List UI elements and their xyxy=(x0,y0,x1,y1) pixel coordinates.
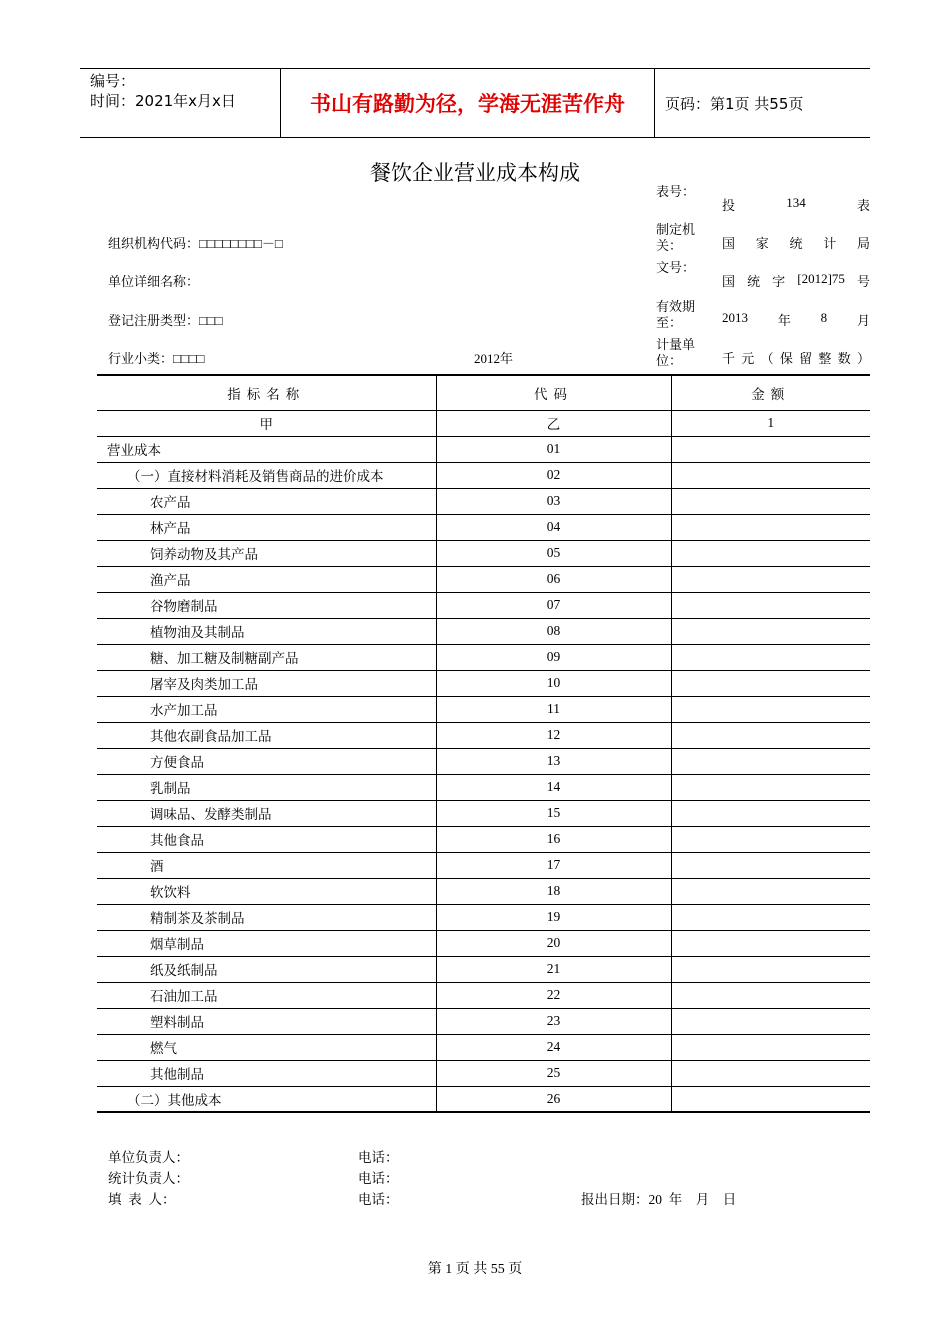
row-amount-input[interactable] xyxy=(671,774,870,800)
row-amount-input[interactable] xyxy=(671,592,870,618)
row-name: 其他农副食品加工品 xyxy=(97,722,436,748)
unit-head-phone: 电话： xyxy=(358,1150,399,1165)
subheader-1: 1 xyxy=(671,410,870,436)
row-code: 26 xyxy=(436,1086,671,1112)
row-amount-input[interactable] xyxy=(671,722,870,748)
meta-right-label: 有效期至： xyxy=(656,299,696,330)
row-amount-input[interactable] xyxy=(671,800,870,826)
row-amount-input[interactable] xyxy=(671,670,870,696)
col-header-name: 指标名称 xyxy=(97,375,436,410)
row-name: （二）其他成本 xyxy=(97,1086,436,1112)
row-amount-input[interactable] xyxy=(671,748,870,774)
row-code: 18 xyxy=(436,878,671,904)
table-row xyxy=(97,982,870,1008)
table-row xyxy=(97,462,870,488)
meta-right-value-part: 表 xyxy=(856,198,870,213)
row-amount-input[interactable] xyxy=(671,644,870,670)
row-amount-input[interactable] xyxy=(671,982,870,1008)
row-name: 调味品、发酵类制品 xyxy=(97,800,436,826)
subheader-jia: 甲 xyxy=(97,410,436,436)
page-footer: 第 1 页 共 55 页 xyxy=(427,1262,523,1277)
row-name: （一）直接材料消耗及销售商品的进价成本 xyxy=(97,462,436,488)
meta-right-value xyxy=(722,233,870,252)
meta-right-value-part: 元 xyxy=(741,351,755,366)
meta-right-value-part: 家 xyxy=(755,236,769,251)
meta-right-value-part: 号 xyxy=(856,274,870,289)
row-code: 04 xyxy=(436,514,671,540)
meta-right-value-part: 月 xyxy=(856,313,870,328)
unit-head-label: 单位负责人： xyxy=(108,1150,189,1165)
row-code: 15 xyxy=(436,800,671,826)
meta-right-value xyxy=(722,271,870,290)
row-code: 21 xyxy=(436,956,671,982)
meta-right-value-part: 统 xyxy=(789,236,803,251)
table-row xyxy=(97,1086,870,1112)
row-amount-input[interactable] xyxy=(671,566,870,592)
row-code: 03 xyxy=(436,488,671,514)
row-code: 09 xyxy=(436,644,671,670)
row-name: 营业成本 xyxy=(97,436,436,462)
table-row xyxy=(97,748,870,774)
meta-right-value-part: 2013 xyxy=(722,310,748,325)
stat-head-phone: 电话： xyxy=(358,1171,399,1186)
row-amount-input[interactable] xyxy=(671,1008,870,1034)
table-row xyxy=(97,722,870,748)
row-code: 25 xyxy=(436,1060,671,1086)
subheader-yi: 乙 xyxy=(436,410,671,436)
row-code: 05 xyxy=(436,540,671,566)
meta-right-value-part: 134 xyxy=(786,195,806,210)
row-amount-input[interactable] xyxy=(671,540,870,566)
page-info: 页码：第1页 共55页 xyxy=(665,94,804,113)
meta-right-value-part: 国 xyxy=(722,274,736,289)
row-amount-input[interactable] xyxy=(671,930,870,956)
row-name: 饲养动物及其产品 xyxy=(97,540,436,566)
table-row xyxy=(97,1008,870,1034)
table-row xyxy=(97,488,870,514)
row-amount-input[interactable] xyxy=(671,826,870,852)
row-amount-input[interactable] xyxy=(671,1034,870,1060)
meta-right-label: 制定机关： xyxy=(656,222,696,253)
row-name: 渔产品 xyxy=(97,566,436,592)
meta-right-label: 计量单位： xyxy=(656,337,696,368)
table-row xyxy=(97,540,870,566)
row-code: 20 xyxy=(436,930,671,956)
table-row xyxy=(97,696,870,722)
meta-right-value-part: 国 xyxy=(722,236,736,251)
col-header-amount: 金额 xyxy=(671,375,870,410)
row-name: 精制茶及茶制品 xyxy=(97,904,436,930)
row-code: 13 xyxy=(436,748,671,774)
org-code: 组织机构代码：□□□□□□□□－□ xyxy=(108,236,283,251)
header-left-cell xyxy=(80,69,281,137)
row-name: 燃气 xyxy=(97,1034,436,1060)
row-name: 烟草制品 xyxy=(97,930,436,956)
row-amount-input[interactable] xyxy=(671,514,870,540)
col-header-code: 代码 xyxy=(436,375,671,410)
row-amount-input[interactable] xyxy=(671,1086,870,1112)
table-header-row xyxy=(97,375,870,410)
meta-right-value-part: 统 xyxy=(747,274,761,289)
table-row xyxy=(97,852,870,878)
table-row xyxy=(97,644,870,670)
meta-right-value-part: 投 xyxy=(722,198,736,213)
row-code: 17 xyxy=(436,852,671,878)
meta-right-value-part: 字 xyxy=(772,274,786,289)
row-name: 糖、加工糖及制糖副产品 xyxy=(97,644,436,670)
row-code: 11 xyxy=(436,696,671,722)
row-name: 农产品 xyxy=(97,488,436,514)
row-code: 08 xyxy=(436,618,671,644)
meta-right-value xyxy=(722,348,870,367)
table-row xyxy=(97,956,870,982)
table-subheader-row xyxy=(97,410,870,436)
row-amount-input[interactable] xyxy=(671,878,870,904)
row-name: 石油加工品 xyxy=(97,982,436,1008)
row-code: 10 xyxy=(436,670,671,696)
meta-right-value xyxy=(722,195,870,214)
row-amount-input[interactable] xyxy=(671,436,870,462)
table-row xyxy=(97,670,870,696)
row-code: 01 xyxy=(436,436,671,462)
table-row xyxy=(97,1034,870,1060)
reg-type: 登记注册类型：□□□ xyxy=(108,313,223,328)
meta-right-value-part: 保 xyxy=(779,351,793,366)
table-row xyxy=(97,436,870,462)
row-name: 乳制品 xyxy=(97,774,436,800)
table-row xyxy=(97,826,870,852)
row-amount-input[interactable] xyxy=(671,618,870,644)
table-row xyxy=(97,774,870,800)
row-amount-input[interactable] xyxy=(671,462,870,488)
row-name: 植物油及其制品 xyxy=(97,618,436,644)
row-name: 纸及纸制品 xyxy=(97,956,436,982)
table-row xyxy=(97,878,870,904)
meta-right-value-part: 千 xyxy=(722,351,736,366)
row-code: 12 xyxy=(436,722,671,748)
row-code: 07 xyxy=(436,592,671,618)
row-amount-input[interactable] xyxy=(671,904,870,930)
row-code: 19 xyxy=(436,904,671,930)
row-code: 02 xyxy=(436,462,671,488)
row-amount-input[interactable] xyxy=(671,1060,870,1086)
table-row xyxy=(97,566,870,592)
meta-right-value-part: （ xyxy=(760,351,774,366)
meta-right-value xyxy=(722,310,870,329)
meta-right-value-part: 局 xyxy=(856,236,870,251)
row-name: 其他制品 xyxy=(97,1060,436,1086)
row-name: 水产加工品 xyxy=(97,696,436,722)
industry-class: 行业小类：□□□□ xyxy=(108,351,205,366)
page-header xyxy=(80,68,870,138)
row-code: 14 xyxy=(436,774,671,800)
motto: 书山有路勤为径，学海无涯苦作舟 xyxy=(281,69,655,137)
meta-right-value-part: 8 xyxy=(820,310,828,325)
row-name: 塑料制品 xyxy=(97,1008,436,1034)
report-year: 2012年 xyxy=(474,351,514,366)
row-code: 22 xyxy=(436,982,671,1008)
meta-right-value-part: 计 xyxy=(823,236,837,251)
row-code: 06 xyxy=(436,566,671,592)
page-title: 餐饮企业营业成本构成 xyxy=(370,161,580,185)
meta-right-value-part: 数 xyxy=(837,351,851,366)
row-name: 林产品 xyxy=(97,514,436,540)
row-name: 屠宰及肉类加工品 xyxy=(97,670,436,696)
filler-label: 填 表 人： xyxy=(108,1192,176,1207)
row-amount-input[interactable] xyxy=(671,852,870,878)
number-label: 编号： xyxy=(90,72,136,90)
filler-phone: 电话： xyxy=(358,1192,399,1207)
time-label: 时间：2021年x月x日 xyxy=(90,92,236,110)
table-row xyxy=(97,930,870,956)
table-row xyxy=(97,514,870,540)
report-date: 报出日期：20 年 月 日 xyxy=(581,1192,737,1207)
row-name: 酒 xyxy=(97,852,436,878)
meta-right-label: 表号： xyxy=(656,184,696,199)
row-code: 23 xyxy=(436,1008,671,1034)
meta-right-value-part: 年 xyxy=(777,313,791,328)
row-name: 谷物磨制品 xyxy=(97,592,436,618)
row-code: 16 xyxy=(436,826,671,852)
meta-right-label: 文号： xyxy=(656,260,696,275)
table-row xyxy=(97,618,870,644)
unit-name: 单位详细名称： xyxy=(108,274,200,289)
row-code: 24 xyxy=(436,1034,671,1060)
row-amount-input[interactable] xyxy=(671,956,870,982)
row-amount-input[interactable] xyxy=(671,696,870,722)
meta-right-value-part: [2012]75 xyxy=(797,271,845,286)
table-row xyxy=(97,1060,870,1086)
table-row xyxy=(97,904,870,930)
stat-head-label: 统计负责人： xyxy=(108,1171,189,1186)
cost-table xyxy=(97,374,870,1113)
meta-right-value-part: ） xyxy=(856,351,870,366)
meta-right-value-part: 整 xyxy=(818,351,832,366)
meta-right-value-part: 留 xyxy=(799,351,813,366)
row-name: 方便食品 xyxy=(97,748,436,774)
row-amount-input[interactable] xyxy=(671,488,870,514)
row-name: 软饮料 xyxy=(97,878,436,904)
row-name: 其他食品 xyxy=(97,826,436,852)
table-row xyxy=(97,592,870,618)
table-row xyxy=(97,800,870,826)
